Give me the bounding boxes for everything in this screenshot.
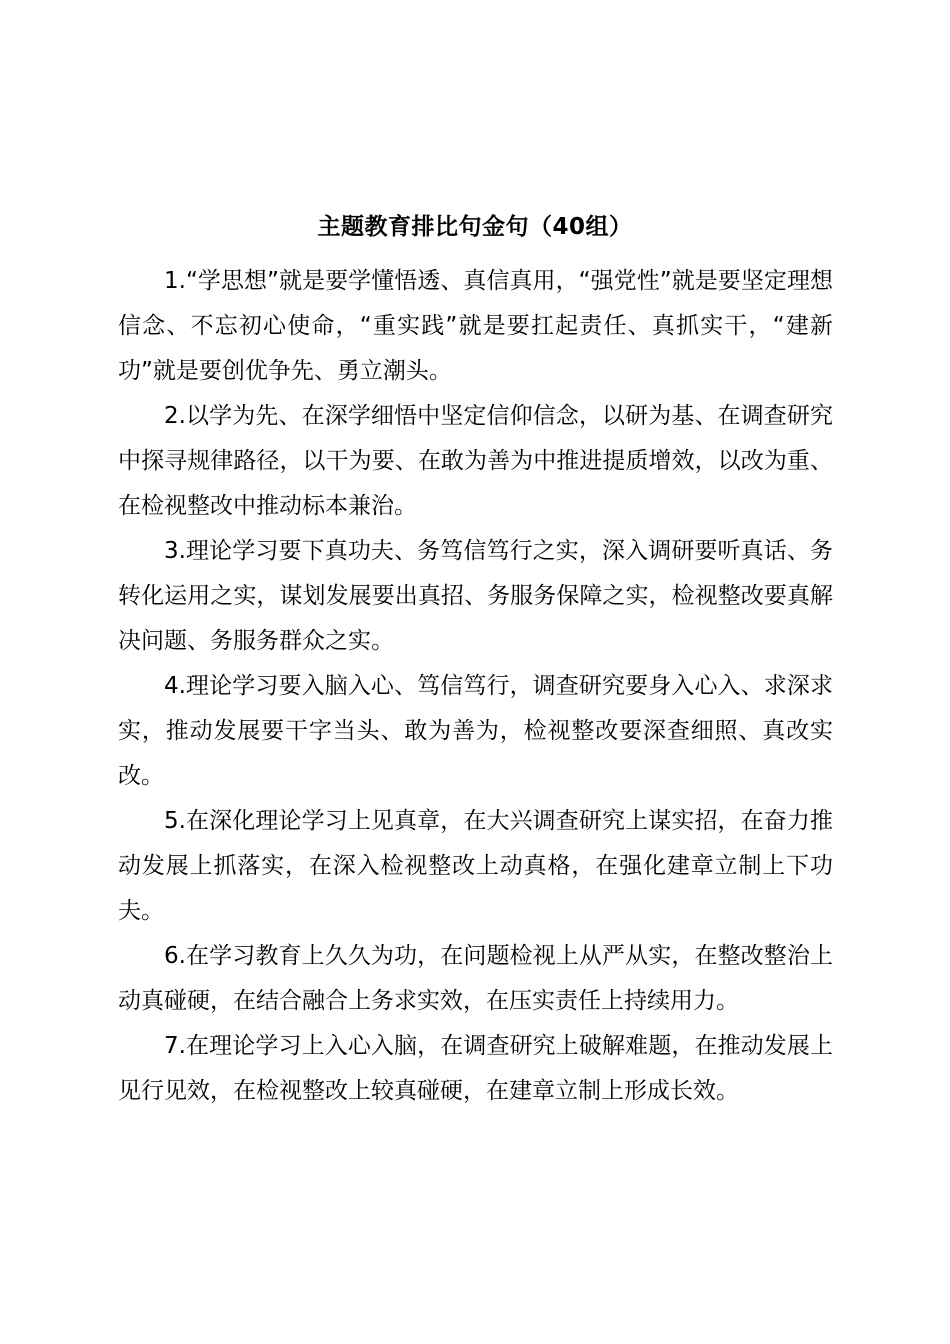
paragraph-6: 6.在学习教育上久久为功，在问题检视上从严从实，在整改整治上动真碰硬，在结合融合上务求实效，在压实责任上持续用力。 bbox=[118, 943, 833, 1014]
paragraph-5: 5.在深化理论学习上见真章，在大兴调查研究上谋实招，在奋力推动发展上抓落实，在深入检视整改上动真格，在强化建章立制上下功夫。 bbox=[118, 808, 833, 924]
paragraph-3: 3.理论学习要下真功夫、务笃信笃行之实，深入调研要听真话、务转化运用之实，谋划发展要出真招、务服务保障之实，检视整改要真解决问题、务服务群众之实。 bbox=[118, 538, 833, 654]
document-body bbox=[118, 259, 833, 1114]
paragraph-1: 1.“学思想”就是要学懂悟透、真信真用，“强党性”就是要坚定理想信念、不忘初心使命，“重实践”就是要扛起责任、真抓实干，“建新功”就是要创优争先、勇立潮头。 bbox=[118, 268, 833, 384]
document-title: 主题教育排比句金句（40组） bbox=[317, 214, 633, 240]
paragraph-4: 4.理论学习要入脑入心、笃信笃行，调查研究要身入心入、求深求实，推动发展要干字当头、敢为善为，检视整改要深查细照、真改实改。 bbox=[118, 673, 833, 789]
paragraph-2: 2.以学为先、在深学细悟中坚定信仰信念，以研为基、在调查研究中探寻规律路径，以干为要、在敢为善为中推进提质增效，以改为重、在检视整改中推动标本兼治。 bbox=[118, 403, 833, 519]
paragraph-7: 7.在理论学习上入心入脑，在调查研究上破解难题，在推动发展上见行见效，在检视整改上较真碰硬，在建章立制上形成长效。 bbox=[118, 1033, 833, 1104]
